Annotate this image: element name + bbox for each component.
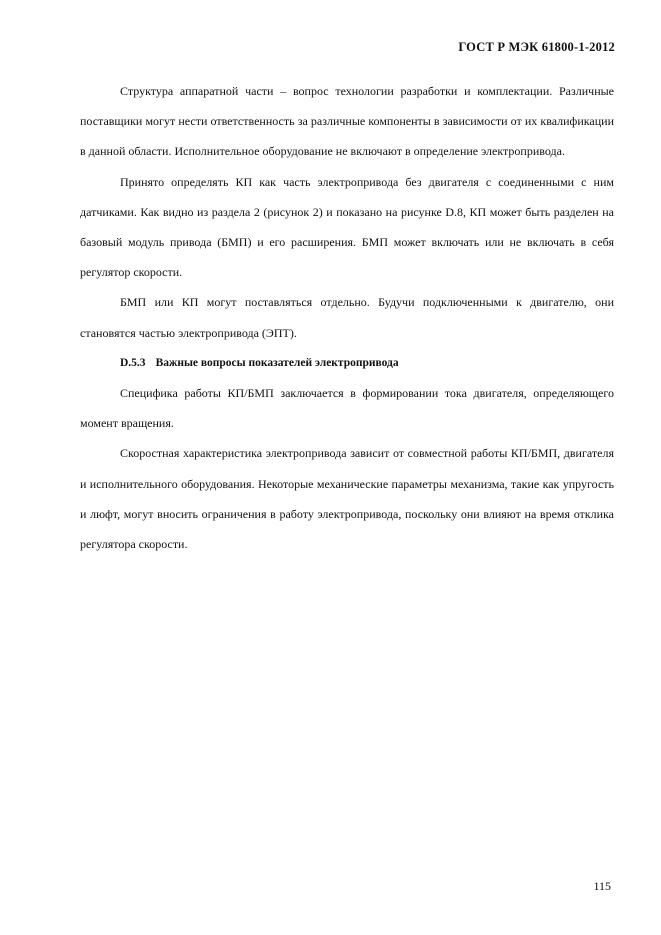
- section-number: D.5.3: [120, 356, 146, 369]
- section-heading: [80, 348, 614, 378]
- paragraph-hardware-structure: Структура аппаратной части – вопрос технологии разработки и комплектации. Различные поставщики могут нести ответственность за различные компоненты в зависимости от их квалификации в данной области. Исполнительное оборудование не включают в определение электропривода.: [80, 84, 614, 159]
- document-body: [80, 76, 614, 559]
- paragraph-kp-definition: Принято определять КП как часть электропривода без двигателя с соединенными с ним датчиками. Как видно из раздела 2 (рисунок 2) и показано на рисунке D.8, КП может быть разделен на базовый модуль привода (БМП) и его расширения. БМП может включать или не включать в себя регулятор скорости.: [80, 174, 614, 280]
- paragraph-supply: БМП или КП могут поставляться отдельно. Будучи подключенными к двигателю, они становятся частью электропривода (ЭПТ).: [80, 295, 614, 340]
- page-number: 115: [593, 879, 611, 893]
- section-title: Важные вопросы показателей электропривода: [155, 356, 399, 369]
- document-header: ГОСТ Р МЭК 61800-1-2012: [458, 40, 615, 54]
- paragraph-speed-characteristic: Скоростная характеристика электропривода зависит от совместной работы КП/БМП, двигателя и исполнительного оборудования. Некоторые механические параметры механизма, такие как упругость и люфт, могут вносить ограничения в работу электропривода, поскольку они влияют на время отклика регулятора скорости.: [80, 446, 614, 552]
- paragraph-kp-specifics: Специфика работы КП/БМП заключается в формировании тока двигателя, определяющего момент вращения.: [80, 386, 614, 431]
